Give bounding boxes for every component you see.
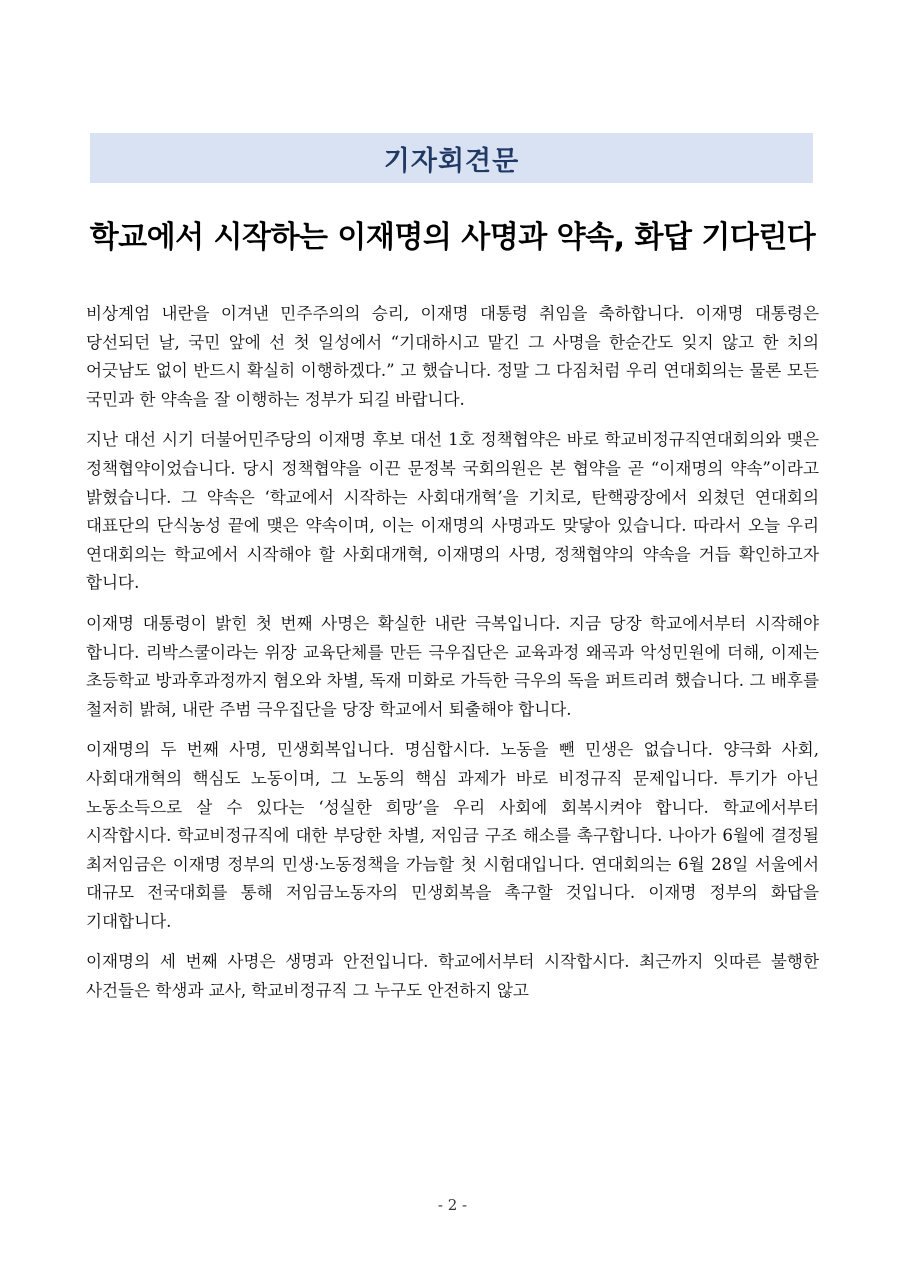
- paragraph-3: 이재명 대통령이 밝힌 첫 번째 사명은 확실한 내란 극복입니다. 지금 당장 학교에서부터 시작해야 합니다. 리박스쿨이라는 위장 교육단체를 만든 극우집단은 교육과정 왜곡과 악성민원에 더해, 이제는 초등학교 방과후과정까지 혐오와 차별, 독재 미화로 가득한 극우의 독을 퍼트리려 했습니다. 그 배후를 철저히 밝혀, 내란 주범 극우집단을 당장 학교에서 퇴출해야 합니다.: [86, 613, 819, 719]
- paragraph-2: 지난 대선 시기 더불어민주당의 이재명 후보 대선 1호 정책협약은 바로 학교비정규직연대회의와 맺은 정책협약이었습니다. 당시 정책협약을 이끈 문정복 국회의원은 본 협약을 곧 “이재명의 약속”이라고 밝혔습니다. 그 약속은 ‘학교에서 시작하는 사회대개혁’을 기치로, 탄핵광장에서 외쳤던 연대회의 대표단의 단식농성 끝에 맺은 약속이며, 이는 이재명의 사명과도 맞닿아 있습니다. 따라서 오늘 우리 연대회의는 학교에서 시작해야 할 사회대개혁, 이재명의 사명, 정책협약의 약속을 거듭 확인하고자 합니다.: [86, 430, 819, 593]
- paragraph-4: 이재명의 두 번째 사명, 민생회복입니다. 명심합시다. 노동을 뺀 민생은 없습니다. 양극화 사회, 사회대개혁의 핵심도 노동이며, 그 노동의 핵심 과제가 바로 비정규직 문제입니다. 투기가 아닌 노동소득으로 살 수 있다는 ‘성실한 희망’을 우리 사회에 회복시켜야 합니다. 학교에서부터 시작합시다. 학교비정규직에 대한 부당한 차별, 저임금 구조 해소를 촉구합니다. 나아가 6월에 결정될 최저임금은 이재명 정부의 민생·노동정책을 가늠할 첫 시험대입니다. 연대회의는 6월 28일 서울에서 대규모 전국대회를 통해 저임금노동자의 민생회복을 촉구할 것입니다. 이재명 정부의 화답을 기대합니다.: [86, 740, 819, 931]
- body-text: [86, 300, 819, 1018]
- paragraph-5: 이재명의 세 번째 사명은 생명과 안전입니다. 학교에서부터 시작합시다. 최근까지 잇따른 불행한 사건들은 학생과 교사, 학교비정규직 그 누구도 안전하지 않고: [86, 952, 819, 1001]
- header-band: [90, 133, 813, 183]
- headline: 학교에서 시작하는 이재명의 사명과 약속, 화답 기다린다: [89, 220, 816, 255]
- document-type-label: 기자회견문: [383, 145, 520, 177]
- page-number: - 2 -: [437, 1196, 468, 1214]
- paragraph-1: 비상계엄 내란을 이겨낸 민주주의의 승리, 이재명 대통령 취임을 축하합니다. 이재명 대통령은 당선되던 날, 국민 앞에 선 첫 일성에서 “기대하시고 맡긴 그 사명을 한순간도 잊지 않고 한 치의 어긋남도 없이 반드시 확실히 이행하겠다.” 고 했습니다. 정말 그 다짐처럼 우리 연대회의는 물론 모든 국민과 한 약속을 잘 이행하는 정부가 되길 바랍니다.: [86, 304, 819, 409]
